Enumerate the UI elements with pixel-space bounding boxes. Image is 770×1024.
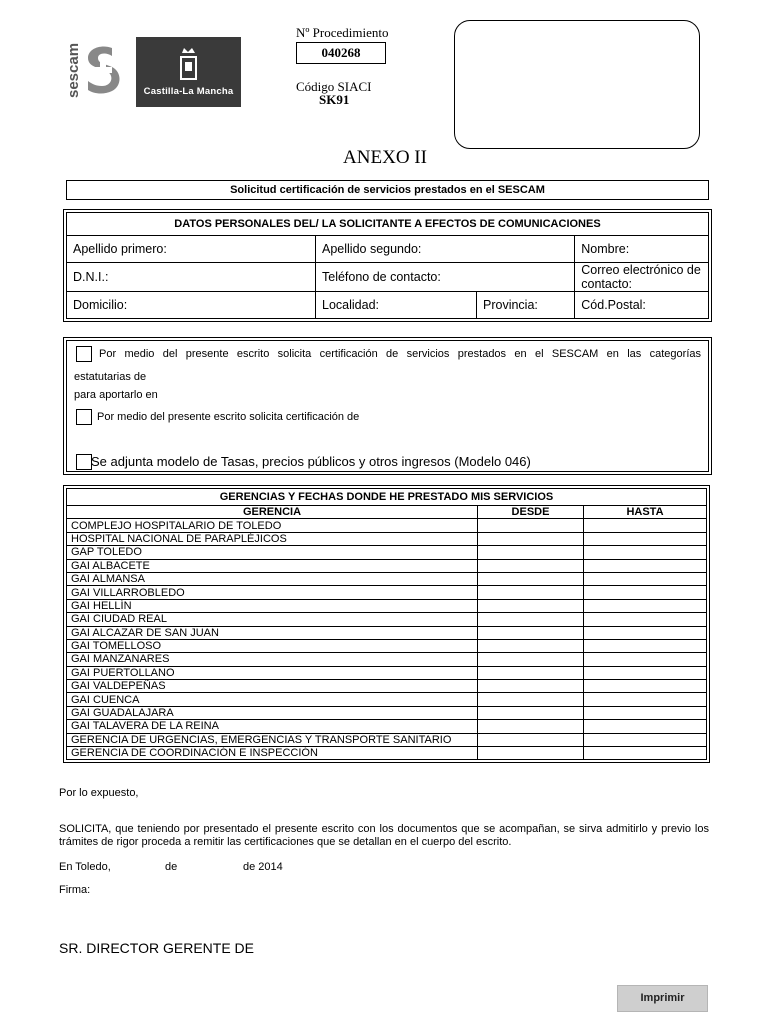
hasta-cell[interactable] [584, 720, 707, 733]
desde-cell[interactable] [478, 626, 584, 639]
gerencia-row [67, 572, 707, 585]
option3-checkbox[interactable] [76, 454, 92, 470]
hasta-cell[interactable] [584, 747, 707, 760]
gerencia-row [67, 747, 707, 760]
gerencia-row [67, 666, 707, 679]
gerencia-row [67, 559, 707, 572]
surname2-field[interactable]: Apellido segundo: [316, 236, 575, 263]
hasta-cell[interactable] [584, 572, 707, 585]
siaci-code: SK91 [319, 92, 350, 107]
gerencia-row [67, 706, 707, 719]
gerencia-row [67, 613, 707, 626]
phone-field[interactable]: Teléfono de contacto: [316, 263, 575, 292]
hasta-cell[interactable] [584, 733, 707, 746]
col-desde-header: DESDE [478, 506, 584, 519]
gerencia-row [67, 599, 707, 612]
por-lo-expuesto: Por lo expuesto, [59, 787, 139, 799]
dni-field[interactable]: D.N.I.: [67, 263, 316, 292]
gerencia-row [67, 720, 707, 733]
surname1-field[interactable]: Apellido primero: [67, 236, 316, 263]
option1-destination-label: para aportarlo en [74, 389, 158, 401]
option2-text: Por medio del presente escrito solicita certificación de [97, 411, 360, 423]
gerencia-row [67, 733, 707, 746]
gerencia-row [67, 626, 707, 639]
gerencia-row [67, 693, 707, 706]
gerencia-name: GAI GUADALAJARA [67, 706, 478, 719]
signature-label: Firma: [59, 884, 91, 896]
gerencia-row [67, 546, 707, 559]
hasta-cell[interactable] [584, 639, 707, 652]
gerencia-name: GAI ALBACETE [67, 559, 478, 572]
option1-checkbox[interactable] [76, 346, 92, 362]
hasta-cell[interactable] [584, 653, 707, 666]
desde-cell[interactable] [478, 639, 584, 652]
postal-code-field[interactable]: Cód.Postal: [575, 292, 709, 319]
desde-cell[interactable] [478, 666, 584, 679]
desde-cell[interactable] [478, 653, 584, 666]
gerencia-row [67, 639, 707, 652]
desde-cell[interactable] [478, 613, 584, 626]
form-title: Solicitud certificación de servicios prestados en el SESCAM [66, 180, 709, 200]
gerencia-row [67, 532, 707, 545]
registration-stamp-box [454, 20, 700, 149]
option1-categories-label: estatutarias de [74, 371, 147, 383]
desde-cell[interactable] [478, 519, 584, 532]
gerencia-name: GAI ALCAZAR DE SAN JUAN [67, 626, 478, 639]
desde-cell[interactable] [478, 599, 584, 612]
solicita-paragraph: SOLICITA, que teniendo por presentado el presente escrito con los documentos que se acompañan, se sirva admitirlo y previo los trámites de rigor proceda a remitir las certificaciones que se detallan en el cuerpo del escrito. [59, 823, 709, 848]
personal-data-table [66, 212, 709, 319]
gerencia-row [67, 519, 707, 532]
gerencia-name: GAI HELLÍN [67, 599, 478, 612]
hasta-cell[interactable] [584, 706, 707, 719]
email-field[interactable]: Correo electrónico de contacto: [575, 263, 709, 292]
region-logo-text: Castilla-La Mancha [143, 86, 234, 97]
locality-field[interactable]: Localidad: [316, 292, 477, 319]
desde-cell[interactable] [478, 532, 584, 545]
gerencia-name: COMPLEJO HOSPITALARIO DE TOLEDO [67, 519, 478, 532]
procedure-number: 040268 [296, 42, 386, 64]
coat-of-arms-icon [136, 37, 241, 87]
siaci-label: Código SIACI [296, 79, 372, 94]
desde-cell[interactable] [478, 720, 584, 733]
gerencia-name: GAI TOMELLOSO [67, 639, 478, 652]
request-section [66, 340, 709, 472]
hasta-cell[interactable] [584, 599, 707, 612]
gerencia-name: GAI VILLARROBLEDO [67, 586, 478, 599]
hasta-cell[interactable] [584, 613, 707, 626]
annex-title: ANEXO II [343, 147, 427, 168]
sescam-logo-icon [82, 42, 124, 98]
castilla-la-mancha-logo [136, 37, 241, 107]
hasta-cell[interactable] [584, 586, 707, 599]
hasta-cell[interactable] [584, 532, 707, 545]
desde-cell[interactable] [478, 747, 584, 760]
address-field[interactable]: Domicilio: [67, 292, 316, 319]
date-de-2: de 2014 [243, 861, 283, 873]
hasta-cell[interactable] [584, 519, 707, 532]
name-field[interactable]: Nombre: [575, 236, 709, 263]
gerencias-title: GERENCIAS Y FECHAS DONDE HE PRESTADO MIS SERVICIOS [67, 489, 707, 506]
hasta-cell[interactable] [584, 693, 707, 706]
desde-cell[interactable] [478, 586, 584, 599]
desde-cell[interactable] [478, 706, 584, 719]
gerencia-name: GAI TALAVERA DE LA REINA [67, 720, 478, 733]
sescam-word: sescam [65, 42, 82, 98]
col-gerencia-header: GERENCIA [67, 506, 478, 519]
col-hasta-header: HASTA [584, 506, 707, 519]
hasta-cell[interactable] [584, 546, 707, 559]
hasta-cell[interactable] [584, 559, 707, 572]
gerencia-name: GAI VALDEPEÑAS [67, 680, 478, 693]
gerencia-name: GERENCIA DE COORDINACIÓN E INSPECCIÓN [67, 747, 478, 760]
date-de-1: de [165, 861, 178, 873]
print-button[interactable]: Imprimir [617, 985, 708, 1012]
sescam-logo-text [62, 40, 84, 100]
desde-cell[interactable] [478, 693, 584, 706]
hasta-cell[interactable] [584, 666, 707, 679]
procedure-label: Nº Procedimiento [296, 25, 389, 40]
hasta-cell[interactable] [584, 626, 707, 639]
desde-cell[interactable] [478, 733, 584, 746]
option3-text: Se adjunta modelo de Tasas, precios públicos y otros ingresos (Modelo 046) [91, 454, 531, 469]
gerencia-row [67, 680, 707, 693]
desde-cell[interactable] [478, 559, 584, 572]
gerencia-name: GAP TOLEDO [67, 546, 478, 559]
personal-data-heading: DATOS PERSONALES DEL/ LA SOLICITANTE A EFECTOS DE COMUNICACIONES [67, 213, 709, 236]
gerencia-name: HOSPITAL NACIONAL DE PARAPLÉJICOS [67, 532, 478, 545]
director-line: SR. DIRECTOR GERENTE DE [59, 940, 254, 956]
place-label: En Toledo, [59, 861, 111, 873]
gerencia-name: GAI CIUDAD REAL [67, 613, 478, 626]
desde-cell[interactable] [478, 572, 584, 585]
gerencia-name: GAI MANZANARES [67, 653, 478, 666]
gerencia-name: GAI CUENCA [67, 693, 478, 706]
gerencia-row [67, 586, 707, 599]
option1-text: Por medio del presente escrito solicita certificación de servicios prestados en el SESCAM en las categorías [99, 348, 701, 360]
gerencias-table [66, 488, 707, 760]
option2-checkbox[interactable] [76, 409, 92, 425]
gerencia-name: GERENCIA DE URGENCIAS, EMERGENCIAS Y TRANSPORTE SANITARIO [67, 733, 478, 746]
desde-cell[interactable] [478, 680, 584, 693]
province-field[interactable]: Provincia: [477, 292, 575, 319]
hasta-cell[interactable] [584, 680, 707, 693]
gerencia-name: GAI PUERTOLLANO [67, 666, 478, 679]
gerencia-row [67, 653, 707, 666]
desde-cell[interactable] [478, 546, 584, 559]
gerencia-name: GAI ALMANSA [67, 572, 478, 585]
